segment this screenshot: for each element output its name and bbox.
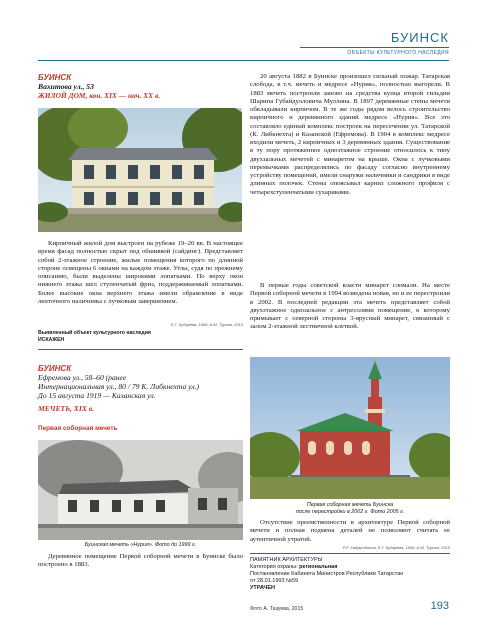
header-rule [300,47,449,48]
monument-decree-line-2: от 28.01.1993 №59 [250,578,299,584]
page-number: 193 [430,600,449,612]
new-mosque-caption [250,502,450,516]
object-2-subheading: Первая соборная мечеть [38,424,118,432]
new-mosque-caption-line-1: Первая соборная мечеть Буинска [306,502,394,508]
new-mosque-illustration [250,357,450,499]
object-2-credit: Р.Р. Хайрутдинов, Е.Г. Кубарева, 1999; А.М. Турова, 2015 [342,545,450,550]
running-header-title: БУИНСК [390,30,449,45]
header-divider [38,60,449,61]
object-1-status-label: Выявленный объект культурного наследия [38,330,151,336]
old-mosque-illustration [38,440,243,540]
photo-house [38,108,242,232]
monument-category-label: Категория охраны: [250,564,298,570]
footer-photo-credit: Фото А. Тазуева, 2015 [250,606,304,612]
object-1-city: БУИНСК [38,73,72,82]
monument-category: региональная [299,564,338,570]
photo-old-mosque [38,440,243,540]
section-divider [38,349,243,350]
object-2-address-line-3: До 15 августа 1919 — Казанская ул. [38,391,156,401]
object-1-status-block [38,330,243,343]
running-header-subtitle: ОБЪЕКТЫ КУЛЬТУРНОГО НАСЛЕДИЯ [347,50,449,56]
mosque-history-paragraph-1: 20 августа 1882 в Буинске произошел сильный пожар. Татарская слобода, в т.ч. мечеть и медресе «Нурия», полностью выгорели. В 1883 мечеть построили заново на средства купца второй гильдии Шарипа Губайдулловича Муллина. В 1897 деревянные стены мечети обкладывали кирпичом. В те же годы рядом велось строительство кирпичного и деревянного зданий медресе «Нурия». Все это составляло единый комплекс построек на пересечении ул. Татарской (К. Либкнехта) и Казанской (Ефремова). В 1904 в комплекс медресе входили мечеть, 2 кирпичных и 3 деревянных здания. Существование в ту пору протяженное одноэтажное строение относилось к типу двухзальных мечетей с минаретом на крыше. Окна с лучковыми перемычками распределялись по фасаду согласно внутреннему устройству помещений, имели снаружи наличники и сандрики в виде длинных полочек. Стены опоясывал карниз сложного профиля с четырехступенчатыми сухариками. [250,73,450,196]
monument-decree-line-1: Постановление Кабинета Министров Республики Татарстан [250,571,404,577]
new-mosque-caption-line-2: после перестройки в 2002 г. Фото 2005 г. [295,508,405,515]
mosque-history-paragraph-2: В первые годы советской власти минарет сломали. На месте Первой соборной мечети в 1994 возведена новая, но и ее перестроили в 2002. В последней редакции эта мечеть представляет собой двухэтажное однозальное с антресолями помещение, к которому примыкает с северной стороны 3-ярусный минарет, связанный с залом 2-этажной лестничной клеткой. [250,282,450,331]
monument-status: УТРАЧЕН [250,585,276,591]
object-2-city: БУИНСК [38,364,72,373]
object-1-description: Кирпичный жилой дом выстроен на рубеже 19–20 вв. В настоящее время фасад полностью скрыт под обшивкой (сайдинг). Представляет собой 2-этажное строение, жилые помещения которого по длинной стороне освещены 6 окнами на каждом этаже. Углы, судя по прежнему описанию, были выделены широкими лопатками. По верху окон нижнего этажа шел ступенчатый фриз, поддерживаемый лопатками. Более высокие окна верхнего этажа имели обрамление в виде ленточного наличника с лучковым завершением. [38,240,243,305]
object-2-address-line-2: Интернациональная ул., 80 / 79 К. Либкнехта ул.) [38,382,200,392]
object-1-heading: ЖИЛОЙ ДОМ, кон. XIX — нач. XX в. [38,91,161,101]
object-2-description: Деревянное помещение Первой соборной мечети в Буинске было построено в 1883. [38,553,243,569]
monument-category-row [250,564,450,571]
object-2-header [38,364,253,432]
monument-info [250,557,450,592]
house-illustration [38,108,242,232]
loss-assessment-text: Отсутствие преемственности в архитектуре Первой соборной мечети и полная подмена деталей не позволяют считать ее аутентичной утратой. [250,519,450,543]
object-2-address-line-1: Ефремова ул., 58–60 (ранее [38,373,127,382]
object-2-heading: МЕЧЕТЬ, XIX в. [38,403,95,413]
object-1-header [38,73,243,100]
old-mosque-caption: Буинская мечеть «Нурия». Фото до 1999 г. [84,542,197,548]
object-1-credit: Е.Г. Кубарева, 1999; А.М. Турова, 2015 [170,322,243,327]
monument-type: ПАМЯТНИК АРХИТЕКТУРЫ [250,557,323,563]
object-1-status: ИСКАЖЕН [38,336,65,343]
photo-new-mosque [250,357,450,499]
object-1-address: Вахитова ул., 53 [38,82,94,91]
monument-divider [250,553,450,554]
